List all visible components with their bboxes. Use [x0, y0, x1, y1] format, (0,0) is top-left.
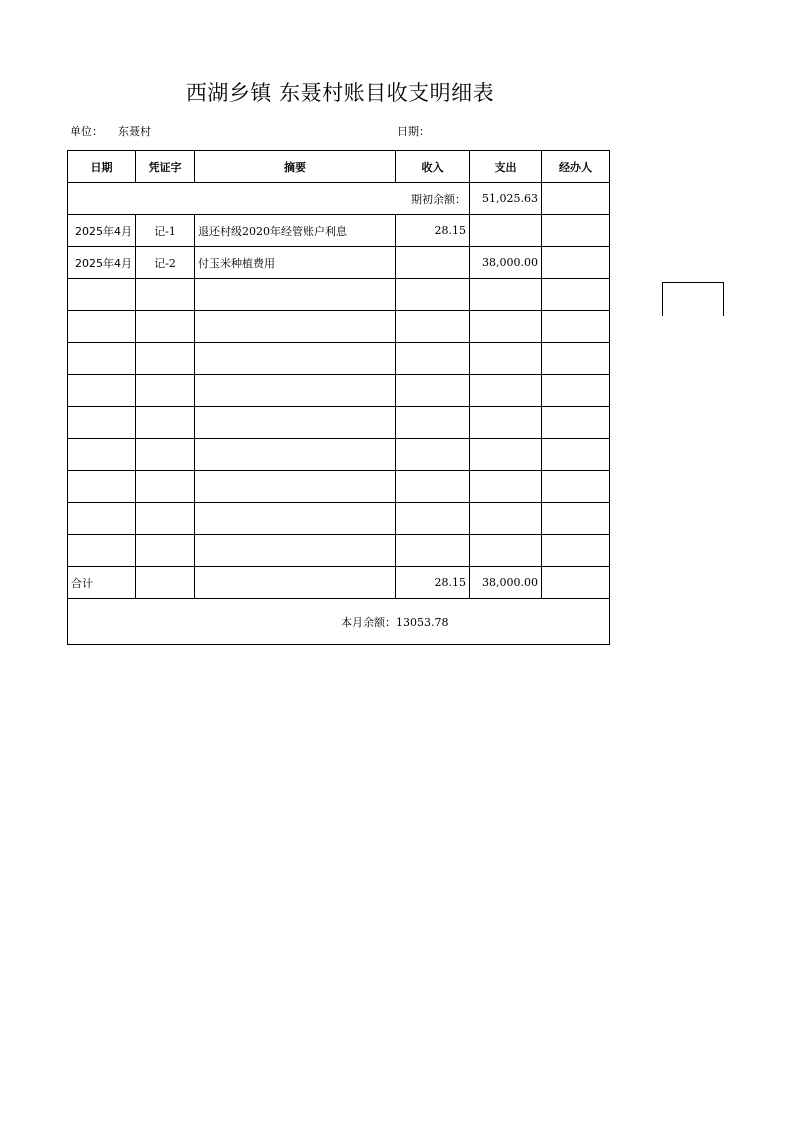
- row-voucher: 记-2: [136, 247, 195, 279]
- row-expense: [470, 215, 542, 247]
- empty-row: [68, 407, 610, 439]
- closing-balance-value: 13053.78: [396, 615, 449, 629]
- opening-balance-label: 期初余额：: [68, 183, 470, 215]
- row-expense: 38,000.00: [470, 247, 542, 279]
- empty-row: [68, 471, 610, 503]
- table-row: [68, 247, 610, 279]
- row-income: 28.15: [396, 215, 470, 247]
- empty-row: [68, 535, 610, 567]
- opening-balance-value: 51,025.63: [470, 183, 542, 215]
- row-handler: [542, 247, 610, 279]
- stray-cell-border: [662, 282, 724, 316]
- opening-handler-cell: [542, 183, 610, 215]
- closing-balance-label: 本月余额：: [341, 615, 396, 629]
- page-title: 西湖乡镇 东聂村账目收支明细表: [185, 81, 495, 105]
- row-summary: 付玉米种植费用: [195, 247, 396, 279]
- empty-row: [68, 375, 610, 407]
- opening-balance-row: [68, 183, 610, 215]
- unit-value: 东聂村: [118, 125, 151, 138]
- empty-row: [68, 279, 610, 311]
- header-handler: 经办人: [542, 151, 610, 183]
- table-row: [68, 215, 610, 247]
- header-row: [68, 151, 610, 183]
- closing-balance-row: [68, 599, 610, 645]
- header-date: 日期: [68, 151, 136, 183]
- unit-label: 单位：: [70, 125, 103, 138]
- closing-balance-text: [341, 616, 449, 629]
- row-date: 2025年4月: [68, 215, 136, 247]
- totals-label: 合计: [68, 567, 136, 599]
- row-voucher: 记-1: [136, 215, 195, 247]
- empty-row: [68, 311, 610, 343]
- totals-income: 28.15: [396, 567, 470, 599]
- totals-expense: 38,000.00: [470, 567, 542, 599]
- ledger-table: [67, 150, 610, 645]
- header-expense: 支出: [470, 151, 542, 183]
- row-income: [396, 247, 470, 279]
- row-handler: [542, 215, 610, 247]
- empty-row: [68, 439, 610, 471]
- header-summary: 摘要: [195, 151, 396, 183]
- row-date: 2025年4月: [68, 247, 136, 279]
- date-label: 日期：: [397, 125, 430, 138]
- row-summary: 退还村级2020年经管账户利息: [195, 215, 396, 247]
- header-voucher: 凭证字: [136, 151, 195, 183]
- empty-row: [68, 503, 610, 535]
- closing-balance-cell: [68, 599, 610, 645]
- header-income: 收入: [396, 151, 470, 183]
- totals-row: [68, 567, 610, 599]
- empty-row: [68, 343, 610, 375]
